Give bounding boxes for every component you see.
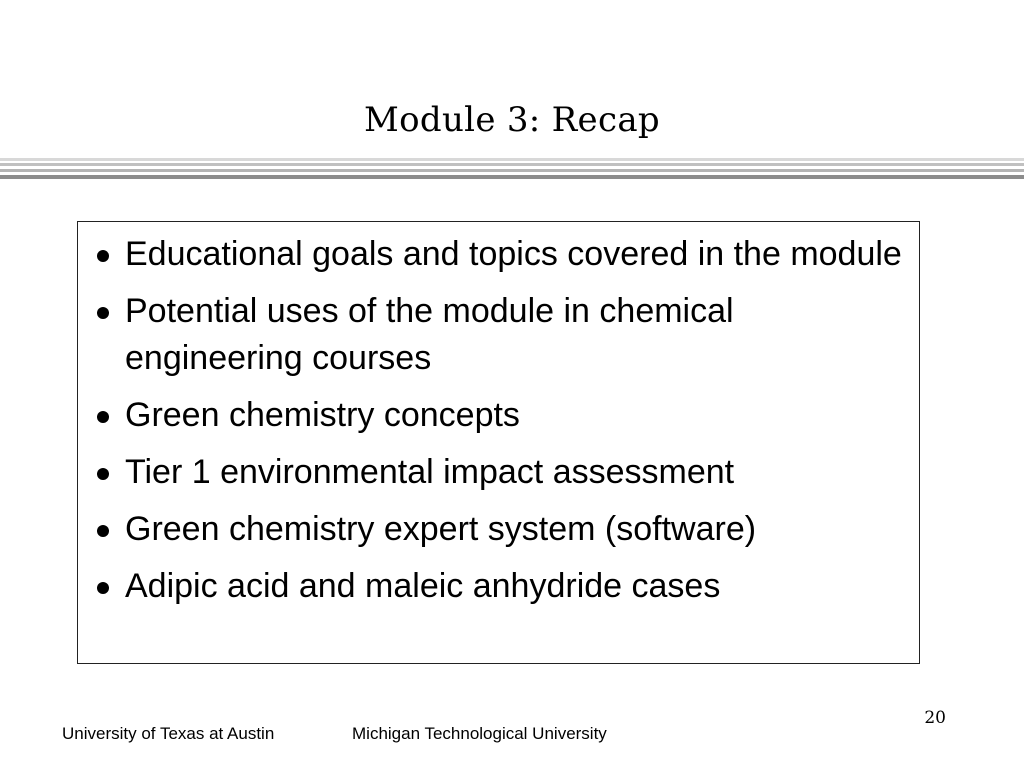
slide-title: Module 3: Recap bbox=[364, 100, 660, 140]
bullet-item bbox=[91, 506, 906, 553]
bullet-text: Potential uses of the module in chemical engineering courses bbox=[125, 292, 734, 377]
bullet-item bbox=[91, 231, 906, 278]
bullet-icon bbox=[97, 468, 109, 480]
title-divider-line bbox=[0, 158, 1024, 161]
footer-right-institution: Michigan Technological University bbox=[352, 724, 607, 743]
bullet-icon bbox=[97, 307, 109, 319]
bullet-icon bbox=[97, 411, 109, 423]
bullet-icon bbox=[97, 250, 109, 262]
bullet-list bbox=[91, 231, 906, 620]
bullet-item bbox=[91, 563, 906, 610]
footer-left-institution: University of Texas at Austin bbox=[62, 724, 275, 743]
bullet-text: Green chemistry concepts bbox=[125, 396, 520, 434]
title-divider-line bbox=[0, 163, 1024, 166]
bullet-icon bbox=[97, 582, 109, 594]
bullet-text: Adipic acid and maleic anhydride cases bbox=[125, 567, 721, 605]
page-number: 20 bbox=[924, 708, 946, 728]
title-divider-line bbox=[0, 169, 1024, 172]
content-box bbox=[77, 221, 920, 664]
bullet-text: Tier 1 environmental impact assessment bbox=[125, 453, 735, 491]
bullet-text: Green chemistry expert system (software) bbox=[125, 510, 757, 548]
bullet-icon bbox=[97, 525, 109, 537]
title-divider-line bbox=[0, 175, 1024, 179]
bullet-item bbox=[91, 288, 906, 382]
bullet-text: Educational goals and topics covered in the module bbox=[125, 235, 902, 273]
bullet-item bbox=[91, 392, 906, 439]
bullet-item bbox=[91, 449, 906, 496]
